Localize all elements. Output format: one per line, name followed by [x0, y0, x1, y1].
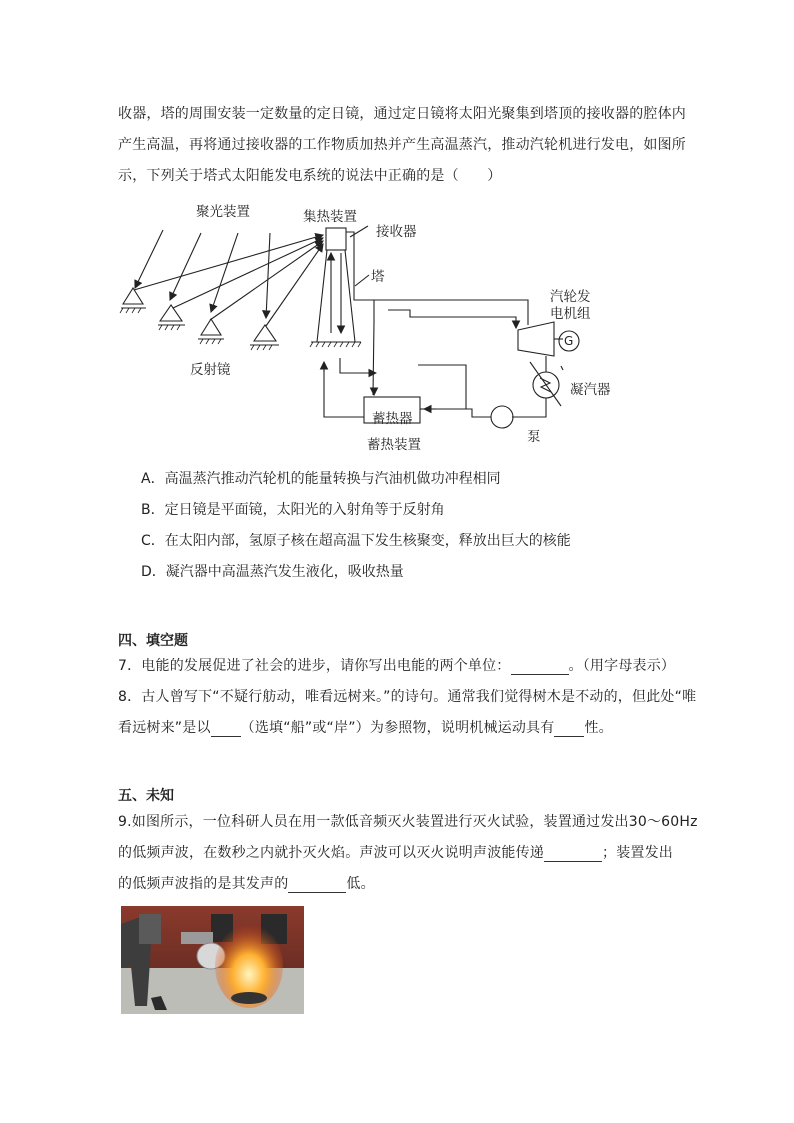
q6-text-line-2: 产生高温，再将通过接收器的工作物质加热并产生高温蒸汽，推动汽轮机进行发电，如图所 — [118, 137, 686, 153]
q9-text-l3-pre: 的低频声波指的是其发声的 — [118, 876, 289, 892]
q9-text-post: ；装置发出 — [602, 845, 673, 861]
q9-text-pre: 的低频声波，在数秒之内就扑灭火焰。声波可以灭火说明声波能传递 — [118, 845, 544, 861]
q7-line — [118, 655, 675, 675]
q9-line-1: 9.如图所示，一位科研人员在用一款低音频灭火装置进行灭火试验，装置通过发出30～60Hz — [118, 814, 698, 830]
section-5-heading: 五、未知 — [118, 788, 174, 804]
q8-line-1: 8．古人曾写下“不疑行舫动，唯看远树来。”的诗句。通常我们觉得树木是不动的，但此处“唯 — [118, 689, 697, 705]
q9-line-3 — [118, 873, 375, 893]
q8-line-2 — [118, 717, 613, 737]
q9-answer-blank-2[interactable] — [288, 878, 346, 893]
q6-text-line-3: 示，下列关于塔式太阳能发电系统的说法中正确的是（ ） — [118, 168, 502, 184]
label-condenser: 凝汽器 — [570, 382, 611, 398]
option-b: B．定日镜是平面镜，太阳光的入射角等于反射角 — [141, 502, 445, 518]
label-storage-device: 蓄热装置 — [367, 437, 421, 453]
q9-answer-blank-1[interactable] — [544, 847, 602, 862]
q6-text-line-1: 收器，塔的周围安装一定数量的定日镜，通过定日镜将太阳光聚集到塔顶的接收器的腔体内 — [118, 106, 686, 122]
option-c: C．在太阳内部，氢原子核在超高温下发生核聚变，释放出巨大的核能 — [141, 533, 571, 549]
q8-text-mid: （选填“船”或“岸”）为参照物，说明机械运动具有 — [240, 720, 555, 736]
label-heat-storage: 蓄热器 — [372, 411, 413, 427]
option-d: D．凝汽器中高温蒸汽发生液化，吸收热量 — [141, 564, 404, 580]
sound-fire-extinguisher-photo — [121, 906, 304, 1014]
label-heat-collector: 集热装置 — [303, 209, 357, 225]
label-generator: G — [564, 334, 574, 348]
label-concentrator: 聚光装置 — [196, 204, 250, 220]
q8-text-pre: 看远树来”是以 — [118, 720, 211, 736]
q8-answer-blank-2[interactable] — [554, 722, 584, 737]
q9-line-2 — [118, 842, 673, 862]
q8-answer-blank-1[interactable] — [211, 722, 241, 737]
q7-answer-blank[interactable] — [511, 660, 569, 675]
q7-text-pre: 7．电能的发展促进了社会的进步，请你写出电能的两个单位： — [118, 658, 511, 674]
q9-text-l3-post: 低。 — [346, 876, 375, 892]
label-turbine-line2: 电机组 — [550, 306, 591, 322]
q8-text-post: 性。 — [584, 720, 613, 736]
label-mirror: 反射镜 — [190, 362, 231, 378]
section-4-heading: 四、填空题 — [118, 633, 188, 649]
option-a: A．高温蒸汽推动汽轮机的能量转换与汽油机做功冲程相同 — [141, 471, 501, 487]
label-pump: 泵 — [527, 429, 541, 445]
label-tower: 塔 — [371, 269, 385, 285]
q7-text-post: 。（用字母表示） — [568, 658, 676, 674]
label-turbine-line1: 汽轮发 — [550, 289, 591, 305]
label-receiver: 接收器 — [376, 224, 417, 240]
